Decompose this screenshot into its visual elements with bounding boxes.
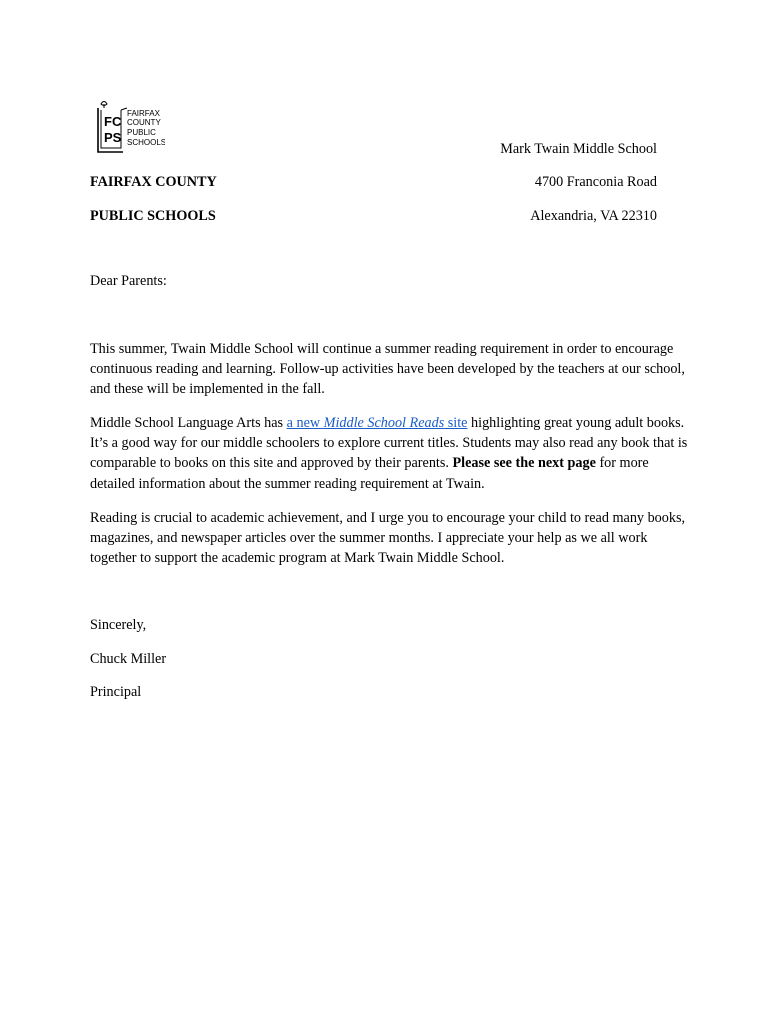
fcps-logo-mark <box>95 98 165 158</box>
paragraph-2-end: for more detailed information about the summer reading requirement at Twain. <box>90 455 649 492</box>
svg-text:SCHOOLS: SCHOOLS <box>127 138 165 147</box>
paragraph-2 <box>90 413 690 494</box>
middle-school-reads-link[interactable]: a new Middle School Reads site <box>286 415 468 431</box>
district-line1: FAIRFAX COUNTY <box>90 174 217 190</box>
svg-text:PS: PS <box>104 130 122 145</box>
svg-text:COUNTY: COUNTY <box>127 118 161 127</box>
signer-name: Chuck Miller <box>90 651 167 667</box>
school-street: 4700 Franconia Road <box>534 174 657 190</box>
paragraph-1: This summer, Twain Middle School will continue a summer reading requirement in order to encourage continuous reading and learning. Follow-up activities have been developed by the teachers at our school, and these will be implemented in the fall. <box>90 341 685 398</box>
district-line2: PUBLIC SCHOOLS <box>90 208 216 224</box>
paragraph-2-bold: Please see the next page <box>452 455 596 472</box>
paragraph-2-start: Middle School Language Arts has <box>90 415 287 431</box>
closing: Sincerely, <box>90 617 147 633</box>
signer-title: Principal <box>90 684 142 700</box>
fcps-logo <box>95 98 165 158</box>
svg-text:FAIRFAX: FAIRFAX <box>127 109 160 118</box>
salutation: Dear Parents: <box>90 273 167 289</box>
svg-text:PUBLIC: PUBLIC <box>127 128 156 137</box>
paragraph-3: Reading is crucial to academic achievement, and I urge you to encourage your child to read many books, magazines, and newspaper articles over the summer months. I appreciate your help as we all work together to support the academic program at Mark Twain Middle School. <box>90 510 686 567</box>
school-city: Alexandria, VA 22310 <box>530 208 657 224</box>
school-name: Mark Twain Middle School <box>500 141 657 157</box>
paragraph-2-mid: highlighting great young adult books. It’s a good way for our middle schoolers to explore current titles. Students may also read any book that is comparable to books on this site and approved by their parents. <box>90 415 688 472</box>
svg-text:FC: FC <box>104 114 122 129</box>
